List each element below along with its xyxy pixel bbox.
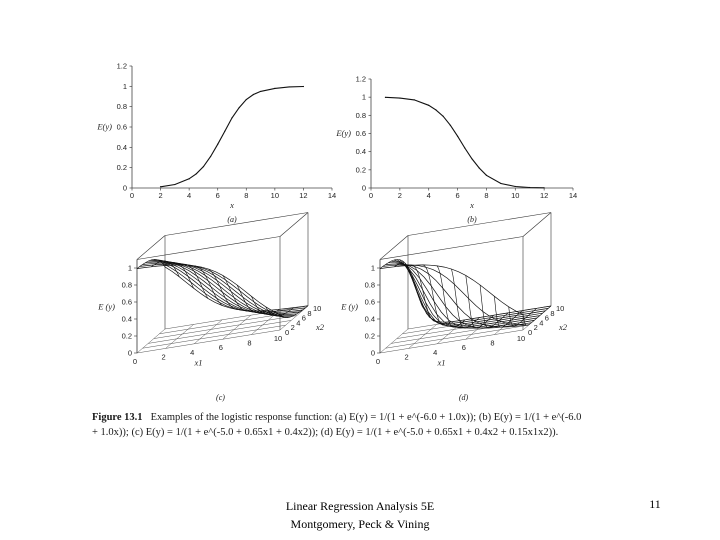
curve-point: [160, 186, 161, 187]
y-axis-title: E(y): [97, 121, 112, 132]
x2-tick-label: 4: [539, 318, 544, 328]
x1-tick-label: 6: [461, 343, 466, 353]
x2-axis-title: x2: [316, 322, 325, 332]
curve-point: [544, 187, 545, 188]
y-axis-title: E(y): [336, 128, 351, 138]
curve-point: [210, 156, 211, 157]
x2-tick-label: 2: [533, 323, 538, 333]
x1-axis-title: x1: [437, 357, 446, 368]
z-tick-label: 0.4: [121, 314, 132, 324]
panel-b: [335, 75, 577, 225]
curve-point: [471, 158, 472, 159]
curve-point: [450, 125, 451, 126]
x2-tick-label: 10: [556, 304, 565, 313]
x-tick-label: 0: [129, 191, 135, 200]
box-edge: [137, 237, 280, 260]
x1-tick-label: 6: [218, 343, 223, 353]
z-tick-label: 0.6: [121, 297, 132, 307]
caption-text: Examples of the logistic response function: (a) E(y) = 1/(1 + e^(-6.0 + 1.0x)); (b) E(y) = 1/(1 + e^(-6.0 + 1.0x)); (c) E(y) = 1/(1 + e^(-5.0 + 0.65x1 + 0.4x2)); (d) E(y) = 1/(1 + e^(-5.0 + 0.65x1 + 0.4x2 + 0.15x1x2)).: [92, 412, 582, 438]
x-tick-label: 10: [270, 191, 280, 200]
footer-book-title: Linear Regression Analysis 5E: [285, 499, 435, 513]
surface-mesh-line: [148, 261, 291, 317]
curve-point: [189, 178, 190, 179]
z-tick-label: 0: [370, 348, 375, 358]
x2-axis-title: x2: [559, 322, 568, 332]
x1-tick-label: 2: [161, 352, 166, 362]
curve-point: [457, 136, 458, 137]
z-tick-label: 0.6: [364, 297, 375, 307]
surface-mesh-line: [452, 269, 480, 328]
logistic-curve: [161, 87, 304, 187]
curve-point: [428, 105, 429, 106]
x2-tick-label: 10: [313, 304, 322, 313]
y-tick-label: 1: [361, 92, 366, 102]
x-tick-label: 2: [397, 191, 402, 200]
z-tick-label: 0: [127, 348, 132, 358]
ey-axis-title: E (y): [341, 301, 358, 312]
curve-point: [231, 117, 232, 118]
x-tick-label: 6: [455, 191, 460, 200]
x-tick-label: 12: [299, 191, 308, 200]
y-tick-label: 0.2: [116, 163, 127, 173]
z-tick-label: 1: [370, 263, 375, 273]
curve-point: [500, 183, 501, 184]
y-tick-label: 0: [361, 183, 366, 193]
curve-point: [486, 175, 487, 176]
panel-c: [97, 213, 325, 403]
curve-point: [289, 86, 290, 87]
x1-tick-label: 10: [273, 334, 283, 343]
y-tick-label: 0.4: [355, 147, 366, 157]
y-tick-label: 0.6: [116, 122, 127, 132]
y-tick-label: 1: [122, 81, 127, 91]
x-tick-label: 4: [426, 191, 431, 200]
x2-tick-label: 2: [290, 323, 295, 333]
x1-axis-title: x1: [194, 357, 203, 368]
panel-d: [340, 213, 568, 403]
panel-label: (a): [227, 215, 237, 224]
x1-tick-label: 4: [433, 347, 438, 357]
panel-label: (d): [458, 393, 469, 402]
curve-point: [385, 97, 386, 98]
x2-tick-label: 0: [285, 328, 290, 337]
x1-tick-label: 0: [132, 357, 138, 366]
x1-tick-label: 8: [247, 338, 252, 348]
curve-point: [435, 109, 436, 110]
z-tick-label: 0.2: [364, 331, 375, 341]
curve-point: [479, 167, 480, 168]
x-axis-title: x: [470, 200, 474, 210]
x1-tick-label: 8: [490, 338, 495, 348]
y-tick-label: 0.2: [355, 165, 366, 175]
x-tick-label: 14: [327, 191, 337, 200]
footer-authors: Montgomery, Peck & Vining: [290, 517, 430, 531]
surface-mesh-line: [386, 264, 529, 327]
curve-point: [399, 97, 400, 98]
x1-tick-label: 0: [375, 357, 381, 366]
curve-point: [414, 99, 415, 100]
y-tick-label: 0.4: [116, 142, 127, 152]
surface-mesh-line: [466, 275, 494, 328]
y-tick-label: 0.6: [355, 129, 366, 138]
x-axis-title: x: [230, 200, 234, 210]
curve-point: [196, 173, 197, 174]
x-tick-label: 8: [484, 191, 489, 200]
curve-point: [529, 187, 530, 188]
z-tick-label: 0.4: [364, 314, 375, 324]
x2-tick-label: 6: [301, 313, 306, 323]
z-tick-label: 0.8: [121, 280, 132, 290]
ey-axis-title: E (y): [98, 301, 115, 312]
x2-tick-label: 4: [296, 318, 301, 328]
panel-label: (b): [467, 215, 477, 224]
curve-point: [174, 184, 175, 185]
figure-label: Figure 13.1: [92, 412, 143, 423]
z-tick-label: 1: [127, 263, 132, 273]
x2-tick-label: 8: [307, 308, 312, 318]
y-tick-label: 1.2: [355, 74, 366, 84]
x-tick-label: 4: [187, 191, 192, 200]
z-tick-label: 0.2: [121, 331, 132, 341]
x-tick-label: 8: [244, 191, 249, 200]
page-number: 11: [649, 497, 661, 511]
y-tick-label: 1.2: [116, 61, 127, 71]
surface-mesh-line: [151, 260, 294, 316]
surface-mesh-line: [423, 265, 451, 325]
x-tick-label: 10: [511, 191, 520, 200]
panel-label: (c): [216, 393, 225, 402]
box-edge: [380, 237, 523, 260]
y-tick-label: 0.8: [355, 110, 366, 120]
x2-tick-label: 8: [550, 308, 555, 318]
figure-caption: [92, 410, 582, 440]
panel-a: [96, 62, 336, 225]
logistic-curve: [385, 97, 544, 188]
curve-point: [246, 99, 247, 100]
curve-point: [217, 144, 218, 145]
surface-mesh-line: [437, 266, 465, 327]
curve-point: [464, 147, 465, 148]
curve-point: [260, 91, 261, 92]
z-tick-label: 0.8: [364, 280, 375, 290]
curve-point: [443, 116, 444, 117]
x-tick-label: 0: [368, 191, 374, 200]
x1-tick-label: 4: [190, 347, 195, 357]
x-tick-label: 12: [539, 191, 549, 200]
x-tick-label: 14: [568, 191, 578, 200]
x2-tick-label: 6: [544, 313, 549, 323]
curve-point: [515, 186, 516, 187]
box-edge: [408, 213, 551, 236]
x-tick-label: 2: [158, 191, 163, 200]
curve-point: [203, 166, 204, 167]
curve-point: [303, 86, 304, 87]
x2-tick-label: 0: [528, 328, 533, 337]
curve-point: [253, 94, 254, 95]
y-tick-label: 0: [122, 183, 127, 193]
curve-point: [274, 88, 275, 89]
surface-mesh-line: [157, 260, 300, 314]
x1-tick-label: 10: [516, 334, 526, 343]
curve-point: [224, 130, 225, 131]
curve-point: [239, 107, 240, 108]
x1-tick-label: 2: [404, 352, 409, 362]
x-tick-label: 6: [215, 191, 220, 200]
surface-mesh-line: [380, 265, 523, 315]
y-tick-label: 0.8: [116, 102, 127, 112]
slide-footer: [240, 497, 480, 533]
